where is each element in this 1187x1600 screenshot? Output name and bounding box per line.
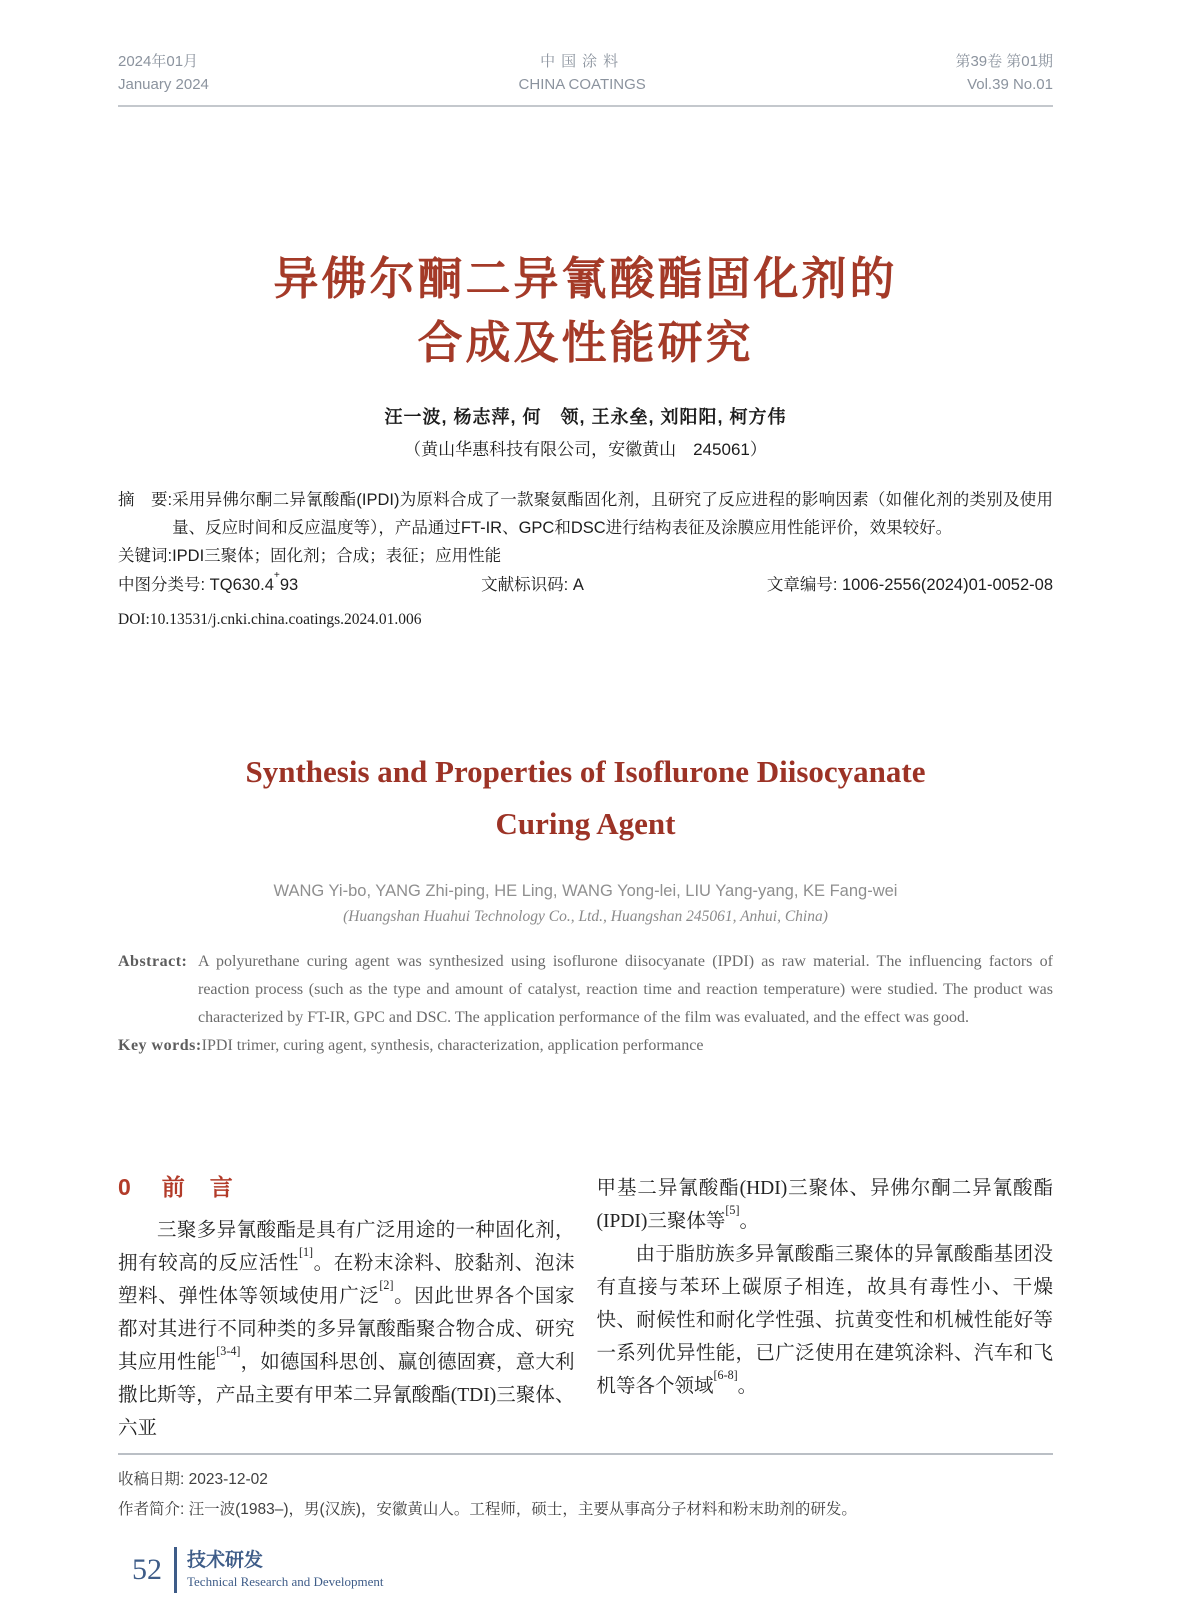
abstract-row-cn — [118, 486, 1053, 542]
keywords-row-en — [118, 1032, 1053, 1060]
affiliation-en: (Huangshan Huahui Technology Co., Ltd., Huangshan 245061, Anhui, China) — [343, 907, 828, 925]
footer-divider-bar — [174, 1547, 177, 1593]
abstract-label-en: Abstract: — [118, 952, 188, 970]
section-heading-intro — [118, 1172, 575, 1202]
article-title-en — [118, 746, 1053, 850]
page-footer — [118, 1547, 1053, 1593]
article-id: 文章编号: 1006-2556(2024)01-0052-08 — [766, 575, 1053, 594]
article-title-en-line1: Synthesis and Properties of Isoflurone Diisocyanate — [245, 753, 926, 789]
document-code: 文献标识码: A — [481, 575, 584, 594]
abstract-label-cn: 摘 要: — [118, 490, 173, 509]
footer-column-zh: 技术研发 — [187, 1549, 264, 1571]
author-bio: 作者简介: 汪一波(1983–)，男(汉族)，安徽黄山人。工程师，硕士，主要从事高分子材料和粉末助剂的研发。 — [118, 1500, 857, 1518]
header-journal-zh: 中国涂料 — [540, 53, 625, 70]
article-title-cn-line1: 异佛尔酮二异氰酸酯固化剂的 — [273, 252, 898, 304]
article-body — [118, 1172, 1053, 1445]
article-title-cn — [118, 247, 1053, 375]
section-number: 0 — [118, 1173, 132, 1200]
authors-cn: 汪一波, 杨志萍, 何 领, 王永垒, 刘阳阳, 柯方伟 — [384, 406, 787, 427]
abstract-text-en: A polyurethane curing agent was synthesized using isoflurone diisocyanate (IPDI) as raw material. The influencing factors of reaction process (such as the type and amount of catalyst, reaction time and reaction temperature) were studied. The product was characterized by FT-IR, GPC and DSC. The application performance of the film was evaluated, and the effect was good. — [198, 952, 1053, 1026]
journal-header — [118, 0, 1053, 107]
intro-paragraph-left: 三聚多异氰酸酯是具有广泛用途的一种固化剂，拥有较高的反应活性[1]。在粉末涂料、胶黏剂、泡沫塑料、弹性体等领域使用广泛[2]。因此世界各个国家都对其进行不同种类的多异氰酸酯聚合物合成、研究其应用性能[3-4]，如德国科思创、赢创德固赛，意大利撒比斯等，产品主要有甲苯二异氰酸酯(TDI)三聚体、六亚 — [118, 1219, 575, 1439]
article-title-en-line2: Curing Agent — [495, 805, 676, 841]
header-date-zh: 2024年01月 — [118, 53, 199, 70]
keywords-text-en: IPDI trimer, curing agent, synthesis, characterization, application performance — [201, 1036, 704, 1054]
header-volume — [955, 50, 1053, 97]
clc-number: 中图分类号: TQ630.4+93 — [118, 570, 299, 594]
keywords-label-cn: 关键词: — [118, 546, 173, 565]
intro-paragraph-right-2: 由于脂肪族多异氰酸酯三聚体的异氰酸酯基团没有直接与苯环上碳原子相连，故具有毒性小、干燥快、耐候性和耐化学性强、抗黄变性和机械性能好等一系列优异性能，已广泛使用在建筑涂料、汽车和飞机等各个领域[6-8]。 — [596, 1243, 1053, 1397]
header-journal-name — [519, 50, 646, 97]
keywords-label-en: Key words: — [118, 1036, 202, 1054]
affiliation-cn: （黄山华惠科技有限公司，安徽黄山 245061） — [404, 439, 767, 459]
footnote-block — [118, 1453, 1053, 1525]
header-volume-en: Vol.39 No.01 — [967, 76, 1053, 94]
abstract-row-en — [118, 948, 1053, 1032]
body-left-column — [118, 1172, 575, 1445]
keywords-row-cn — [118, 542, 1053, 570]
intro-paragraph-right-1: 甲基二异氰酸酯(HDI)三聚体、异佛尔酮二异氰酸酯(IPDI)三聚体等[5]。 — [596, 1177, 1053, 1232]
header-date-en: January 2024 — [118, 76, 209, 94]
received-date: 收稿日期: 2023-12-02 — [118, 1470, 268, 1488]
meta-block-en — [118, 948, 1053, 1060]
authors-en: WANG Yi-bo, YANG Zhi-ping, HE Ling, WANG Yong-lei, LIU Yang-yang, KE Fang-wei — [273, 881, 898, 900]
header-volume-zh: 第39卷 第01期 — [955, 53, 1053, 70]
footer-column-en: Technical Research and Development — [187, 1573, 384, 1589]
page-number: 52 — [132, 1552, 162, 1586]
header-journal-en: CHINA COATINGS — [518, 76, 646, 94]
body-right-column — [597, 1172, 1054, 1445]
meta-block-cn — [118, 486, 1053, 634]
keywords-text-cn: IPDI三聚体；固化剂；合成；表征；应用性能 — [172, 546, 502, 565]
footer-column-name — [187, 1549, 384, 1591]
abstract-text-cn: 采用异佛尔酮二异氰酸酯(IPDI)为原料合成了一款聚氨酯固化剂，且研究了反应进程的影响因素（如催化剂的类别及使用量、反应时间和反应温度等），产品通过FT-IR、GPC和DSC进行结构表征及涂膜应用性能评价，效果较好。 — [172, 490, 1053, 537]
header-date — [118, 50, 209, 97]
classification-row — [118, 571, 1053, 599]
doi: DOI:10.13531/j.cnki.china.coatings.2024.01.006 — [118, 610, 422, 628]
article-title-cn-line2: 合成及性能研究 — [417, 316, 754, 368]
section-title: 前 言 — [161, 1173, 234, 1200]
page-content — [118, 0, 1053, 1593]
